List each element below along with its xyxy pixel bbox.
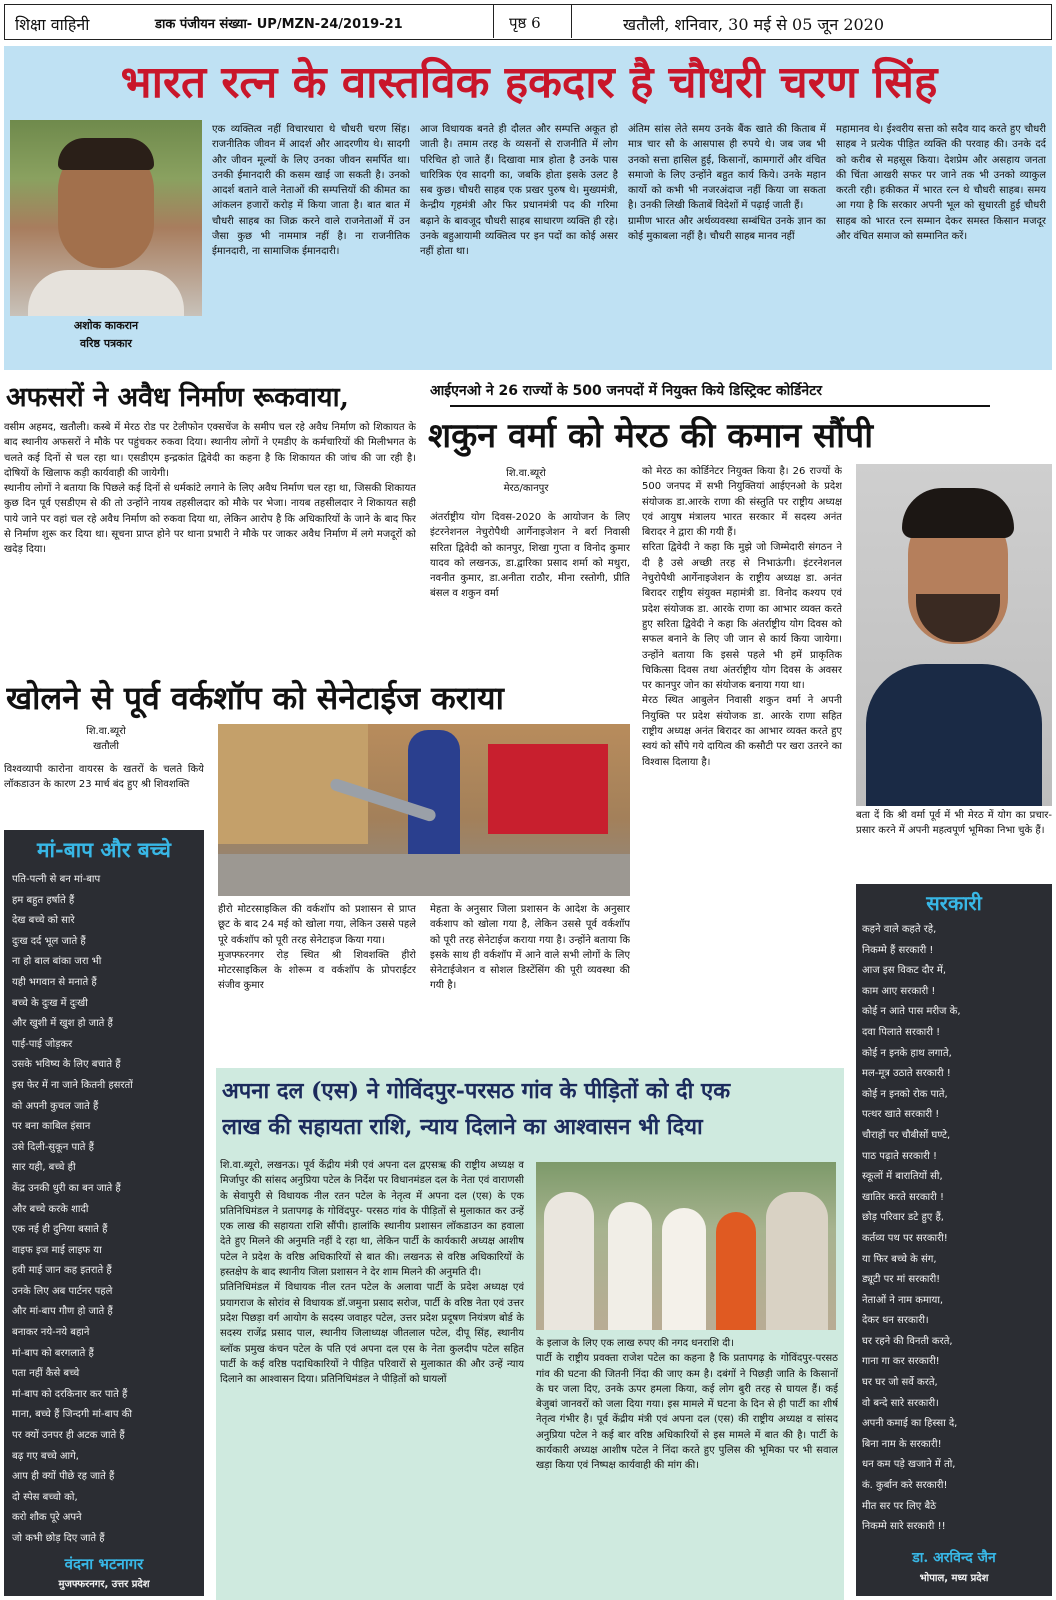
shakun-kicker: आईएनओ ने 26 राज्यों के 500 जनपदों में नियुक्त किये डिस्ट्रिक्ट कोर्डिनेटर	[430, 383, 822, 399]
masthead-divider	[493, 5, 494, 38]
workshop-byline	[6, 724, 206, 754]
author-name: अशोक काकरान	[73, 319, 139, 332]
author-photo	[10, 120, 202, 316]
shakun-byline	[430, 466, 622, 496]
lead-headline: भारत रत्न के वास्तविक हकदार है चौधरी चरण सिंह	[120, 57, 938, 108]
shakun-column-2: को मेरठ का कोर्डिनेटर नियुक्त किया है। 26 राज्यों के 500 जनपद में सभी नियुक्तियां आईएनओ के प्रदेश संयोजक डा.आरके राणा की संस्तुति पर राष्ट्रीय अध्यक्ष एवं आयुष मंत्रालय भारत सरकार में सदस्य अनंत बिरादर ने द्वारा की गयी हैं। सरिता द्विवेदी ने कहा कि मुझे जो जिम्मेदारी संगठन ने दी है उसे अच्छी तरह से निभाऊंगी। इंटरनेशनल नेचुरोपैथी आर्गेनाइजेशन के राष्ट्रीय अध्यक्ष डा. अनंत बिरादर राष्ट्रीय संयुक्त महामंत्री डा. विनोद कश्यप एवं प्रदेश संयोजक डा. आरके राणा का आभार व्यक्त करते हुए सरिता द्विवेदी ने कहा कि अंतर्राष्ट्रीय योग दिवस को सफल बनाने के लिए जी जान से कार्य किया जायेगा। उन्होंने बताया कि इससे पहले भी हमें प्राकृतिक चिकित्सा दिवस तथा अंतर्राष्ट्रीय योग दिवस के अवसर पर कानपुर जोन का संयोजक बनाया गया था। मेरठ स्थित आबुलेन निवासी शकुन वर्मा ने अपनी नियुक्ति पर प्रदेश संयोजक डा. आरके राणा सहित राष्ट्रीय अध्यक्ष अनंत बिरादर का आभार व्यक्त करते हुए स्वयं को सौंपे गये दायित्व की कसौटी पर खरा उतरने का विश्वास दिलाया है।	[642, 466, 842, 768]
poem-box-sarkari	[856, 884, 1052, 1596]
registration-number: डाक पंजीयन संख्या- UP/MZN-24/2019-21	[155, 17, 403, 32]
photo-person	[766, 1192, 828, 1330]
apnadal-headline-line-1: अपना दल (एस) ने गोविंदपुर-परसठ गांव के पीड़ितों को दी एक	[222, 1078, 731, 1104]
apnadal-column-2: के इलाज के लिए एक लाख रुपए की नगद धनराशि दी। पार्टी के राष्ट्रीय प्रवक्ता राजेश पटेल का कहना है कि प्रतापगढ़ के गोविंदपुर-परसठ गांव की घटना की जितनी निंदा की जाए कम है। दबंगों ने पिछड़ी जाति के किसानों के घर जला दिए, उनके ऊपर हमला किया, कई लोग बुरी तरह से घायल हैं। कई बेजुबां जानवरों को जला दिया गया। इस मामले में घटना के दिन से ही पार्टी का शीर्ष नेतृत्व गंभीर है। पूर्व केंद्रीय मंत्री एवं अपना दल (एस) की राष्ट्रीय अध्यक्ष व सांसद अनुप्रिया पटेल ने कई बार वरिष्ठ अधिकारियों से इस मामले में बात की है। पार्टी के कार्यकारी अध्यक्ष आशीष पटेल ने निंदा करते हुए पुलिस की भूमिका पर भी सवाल खड़ा किया एवं निष्पक्ष कार्यवाही की मांग की।	[536, 1338, 838, 1472]
author-role: वरिष्ठ पत्रकार	[80, 337, 132, 350]
workshop-byline-bureau: शि.वा.ब्यूरो	[86, 726, 126, 737]
lead-column-4: महामानव थे। ईश्वरीय सत्ता को सदैव याद करते हुए चौधरी साहब ने प्रत्येक पीड़ित व्यक्ति की परवाह की। उनके दर्द को करीब से महसूस किया। देशप्रेम और असहाय जनता की चिंता आखरी सफर पर जाने तक भी उनको व्याकुल करती रही। हकीकत में भारत रत्न थे चौधरी साहब। समय आ गया है कि सरकार अपनी भूल को सुधारती हुई चौधरी साहब को भारत रत्न सम्मान देकर समस्त किसान मजदूर और वंचित समाज को सम्मानित करें।	[836, 124, 1046, 243]
apnadal-headline-line-2: लाख की सहायता राशि, न्याय दिलाने का आश्वासन भी दिया	[222, 1114, 703, 1140]
shakun-headline: शकुन वर्मा को मेरठ की कमान सौंपी	[428, 416, 874, 456]
apnadal-delegation-photo	[536, 1162, 836, 1330]
poet-place: भोपाल, मध्य प्रदेश	[919, 1573, 989, 1584]
workshop-headline: खोलने से पूर्व वर्कशॉप को सेनेटाईज कराया	[6, 679, 504, 717]
encroachment-headline: अफसरों ने अवैध निर्माण रूकवाया,	[6, 382, 349, 413]
poem-title: मां-बाप और बच्चे	[36, 837, 171, 862]
workshop-column-1: हीरो मोटरसाइकिल की वर्कशॉप को प्रशासन से प्राप्त छूट के बाद 24 मई को खोला गया, लेकिन उससे पहले पूरे वर्कशॉप को पूरी तरह सेनेटाइज किया गया। मुजफ्फरनगर रोड़ स्थित श्री शिवशक्ति हीरो मोटरसाइकिल के शोरूम व वर्कशॉप के प्रोपराईटर संजीव कुमार	[218, 904, 416, 992]
lead-article	[4, 46, 1052, 370]
poet-name: डा. अरविन्द जैन	[912, 1550, 996, 1566]
photo-person	[716, 1212, 756, 1330]
workshop-intro: विश्वव्यापी कारोना वायरस के खतरों के चलते किये लॉकडाउन के कारण 23 मार्च बंद हुए श्री शिवशक्ति	[4, 764, 204, 791]
poem-lines: कहने वाले कहते रहे, निकम्मे हैं सरकारी ! आज इस विकट दौर में, काम आए सरकारी ! कोई न आते पास मरीज के, दवा पिलाते सरकारी ! कोई न इनके हाथ लगाते, मल-मूत्र उठाते सरकारी ! कोई न इनको रोक पाते, पत्थर खाते सरकारी ! चौराहों पर चौबीसों घण्टे, पाठ पढ़ाते सरकारी ! स्कूलों में बारातियों सी, खातिर करते सरकारी ! छोड़ परिवार डटे हुए हैं, कर्तव्य पथ पर सरकारी! या फिर बच्चे के संग, ड्यूटी पर मां सरकारी! नेताओं ने नाम कमाया, देकर धन सरकारी। घर रहने की विनती करते, गाना गा कर सरकारी! घर घर जो सर्वे करते, वो बन्दे सारे सरकारी। अपनी कमाई का हिस्सा दे, बिना नाम के सरकारी! धन कम पड़े खजाने में तो, कं. कुर्बान करे सरकारी! मीत सर पर लिए बैठे निकम्मे सारे सरकारी !!	[862, 924, 961, 1533]
masthead-divider	[571, 5, 572, 38]
poem-lines: पति-पत्नी से बन मां-बाप हम बहुत हर्षाते हैं देख बच्चे को सारे दुःख दर्द भूल जाते हैं ना हो बाल बांका जरा भी यही भगवान से मनाते हैं बच्चे के दुःख में दुःखी और खुशी में खुश हो जाते हैं पाई-पाई जोड़कर उसके भविष्य के लिए बचाते हैं इस फेर में ना जाने कितनी हसरतों को अपनी कुचल जाते हैं पर बना काबिल इंसान उसे दिली-सुकून पाते हैं सार यही, बच्चे ही केंद्र उनकी धुरी का बन जाते हैं और बच्चे करके शादी एक नई ही दुनिया बसाते हैं वाइफ इज माई लाइफ या हवी माई जान कह इतराते हैं उनके लिए अब पार्टनर पहले और मां-बाप गौण हो जाते हैं बनाकर नये-नये बहाने मां-बाप को बरगलाते हैं पता नहीं कैसे बच्चे मां-बाप को दरकिनार कर पाते हैं माना, बच्चे हैं जिन्दगी मां-बाप की पर क्यों उनपर ही अटक जाते हैं बढ़ गए बच्चे आगे, आप ही क्यों पीछे रह जाते हैं दो स्पेस बच्चो को, करो शौक पूरे अपने जो कभी छोड़ दिए जाते हैं	[12, 874, 133, 1544]
shakun-column-1: अंतर्राष्ट्रीय योग दिवस-2020 के आयोजन के लिए इंटरनेशनल नेचुरोपैथी आर्गेनाइजेशन ने बर्रा निवासी सरिता द्विवेदी को कानपुर, शिखा गुप्ता व विनोद कुमार यादव को लखनऊ, डा.द्वारिका प्रसाद शर्मा को मथुरा, नवनीत कुमार, डा.अनीता राठौर, मीना रस्तोगी, प्रीति बंसल व शकुन वर्मा	[430, 512, 630, 600]
poet-place: मुजफ्फरनगर, उत्तर प्रदेश	[58, 1579, 150, 1590]
photo-person	[662, 1208, 706, 1330]
apnadal-article	[216, 1068, 844, 1600]
apnadal-column-1: शि.वा.ब्यूरो, लखनऊ। पूर्व केंद्रीय मंत्री एवं अपना दल द्वएसऋ की राष्ट्रीय अध्यक्ष व मिर्जापुर की सांसद अनुप्रिया पटेल के निर्देश पर विधानमंडल दल के नेता एवं वाराणसी के सेवापुरी से विधायक नील रतन पटेल के नेतृत्व में अपना दल (एस) के एक प्रतिनिधिमंडल ने प्रतापगढ़ के गोविंदपुर- परसठ गांव के पीड़ितों से मुलाकात कर उन्हें एक लाख की सहायता राशि सौंपी। हालांकि स्थानीय प्रशासन लॉकडाउन का हवाला देते हुए मिलने की अनुमति नहीं दे रहा था, लेकिन पार्टी के कार्यकारी अध्यक्ष आशीष पटेल ने प्रदेश के वरिष्ठ अधिकारियों से बात की। लखनऊ से वरिष्ठ अधिकारियों के हस्तक्षेप के बाद स्थानीय जिला प्रशासन ने देर शाम मिलने की अनुमति दी। प्रतिनिधिमंडल में विधायक नील रतन पटेल के अलावा पार्टी के प्रदेश अध्यक्ष एवं प्रयागराज के सोरांव से विधायक डॉ.जमुना प्रसाद सरोज, पार्टी के वरिष्ठ नेता एवं उत्तर प्रदेश पिछड़ा वर्ग आयोग के सदस्य जवाहर पटेल, उत्तर प्रदेश प्रदूषण नियंत्रण बोर्ड के सदस्य राजेंद्र प्रसाद पाल, स्थानीय जिलाध्यक्ष जीतलाल पटेल, दीपू सिंह, स्थानीय ब्लॉक प्रमुख कंचन पटेल के पति एवं अपना दल एस के नेता कुलदीप पटेल सहित पार्टी के कई वरिष्ठ पदाधिकारियों ने पीड़ित परिवारों से मुलाकात की और उन्हें न्याय दिलाने का आश्वासन दिया। प्रतिनिधिमंडल ने पीड़ितों को घायलों	[220, 1160, 524, 1386]
photo-ground	[218, 854, 630, 896]
masthead	[4, 4, 1052, 40]
shakun-byline-place: मेरठ/कानपुर	[503, 483, 549, 494]
shakun-verma-photo	[856, 464, 1052, 806]
poem-box-parents	[4, 830, 204, 1596]
encroachment-body: वसीम अहमद, खतौली। कस्बे में मेरठ रोड पर टेलीफोन एक्सचेंज के समीप चल रहे अवैध निर्माण को शिकायत के बाद स्थानीय अफसरों ने मौके पर पहुंचकर रुकवा दिया। स्थानीय लोगों ने एमडीए के कर्मचारियों की मिलीभगत के चलते कई दिनों से चल रहा था। एसडीएम इन्द्रकांत द्विवेदी का कहना है कि शिकायत की जांच की जा रही है। दोषियों के खिलाफ कड़ी कार्यवाही की जायेगी। स्थानीय लोगों ने बताया कि पिछले कई दिनों से धर्मकांटे लगाने के लिए अवैध निर्माण चल रहा था, जिसकी शिकायत कुछ दिन पूर्व एसडीएम से की तो उन्होंने नायब तहसीलदार को मौके पर भेजा। नायब तहसीलदार ने शिकायत सही पाये जाने पर वहां चल रहे अवैध निर्माण को रुकवा दिया था, लेकिन आरोप है कि अधिकारियों के जाने के बाद फिर से निर्माण शुरू कर दिया था। सूचना प्राप्त होने पर थाना प्रभारी ने मौके पर जाकर अवैध निर्माण में लगे मजदूरों को खदेड़ दिया।	[4, 422, 416, 556]
lead-column-3: अंतिम सांस लेते समय उनके बैंक खाते की किताब में मात्र चार सौ के आसपास ही रुपये थे। जब जब भी उनको सत्ता हासिल हुई, किसानों, कामगारों और वंचित समाजो के लिए उन्होंने बहुत कार्य किये। उनके महान कार्यो को कभी भी नजरअंदाज नहीं किया जा सकता है। उनकी लिखी किताबें विदेशों में पढ़ाई जाती हैं। ग्रामीण भारत और अर्थव्यवस्था सम्बंधित उनके ज्ञान का कोई मुकाबला नहीं है। चौधरी साहब मानव नहीं	[628, 124, 826, 243]
shakun-byline-bureau: शि.वा.ब्यूरो	[506, 468, 546, 479]
kicker-underline	[450, 405, 990, 407]
photo-person	[608, 1202, 652, 1330]
photo-shirt	[28, 270, 184, 316]
poet-name: वंदना भटनागर	[64, 1555, 144, 1573]
photo-shirt	[866, 664, 1042, 806]
shakun-caption: बता दें कि श्री वर्मा पूर्व में भी मेरठ में योग का प्रचार-प्रसार करने में अपनी महत्वपूर्ण भूमिका निभा चुके हैं।	[856, 810, 1052, 837]
photo-person	[544, 1192, 594, 1330]
workshop-photo	[218, 724, 630, 896]
workshop-column-2: मेहता के अनुसार जिला प्रशासन के आदेश के अनुसार वर्कशाप को खोला गया है, लेकिन उससे पूर्व वर्कशॉप को पूरी तरह सेनेटाईज कराया गया है। उन्होंने बताया कि इसके साथ ही वर्कशॉप में आने वाले सभी लोगों के लिए सेनेटाईजेशन व सोशल डिस्टेंसिंग की पूरी व्यवस्था की गयी है।	[430, 904, 630, 992]
workshop-byline-place: खतौली	[93, 741, 119, 752]
page-number: पृष्ठ 6	[509, 14, 541, 32]
lead-column-1: एक व्यक्तित्व नहीं विचारधारा थे चौधरी चरण सिंह। राजनीतिक जीवन में आदर्श और आदरणीय थे। सादगी और जीवन मूल्यों के लिए उनका जीवन समर्पित था। उनकी ईमानदारी की कसम खाई जा सकती है। उनको आदर्श बताने वाले नेताओं की सम्पत्तियों की कीमत का आंकलन हजारों करोड़ में किया जाता है। बात बात में चौधरी साहब का जिक्र करने वाले राजनेताओं में उन जैसा कुछ भी नाममात्र नहीं है। ना राजनीतिक ईमानदारी, ना सामाजिक ईमानदारी।	[212, 124, 410, 258]
poem-title: सरकारी	[926, 891, 982, 915]
photo-hair	[58, 138, 154, 170]
paper-name: शिक्षा वाहिनी	[15, 15, 90, 34]
place-date: खतौली, शनिवार, 30 मई से 05 जून 2020	[623, 15, 885, 34]
lead-column-2: आज विधायक बनते ही दौलत और सम्पत्ति अकूत हो जाती है। तमाम तरह के व्यसनों से राजनीति में लोग परिचित हो जाते हैं। दिखावा मात्र होता है उनके पास चारित्रिक एंव सादगी का, जबकि होता इसके उलट है सब कुछ। चौधरी साहब एक प्रखर पुरुष थे। मुख्यमंत्री, केन्द्रीय गृहमंत्री और फिर प्रधानमंत्री पद की गरिमा बढ़ाने के बावजूद चौधरी साहब साधारण व्यक्ति ही रहे। उनके बहुआयामी व्यक्तित्व पर इन पदों का कोई असर नहीं होता था।	[420, 124, 618, 258]
photo-hair	[902, 488, 1014, 538]
photo-shutter	[488, 744, 608, 834]
